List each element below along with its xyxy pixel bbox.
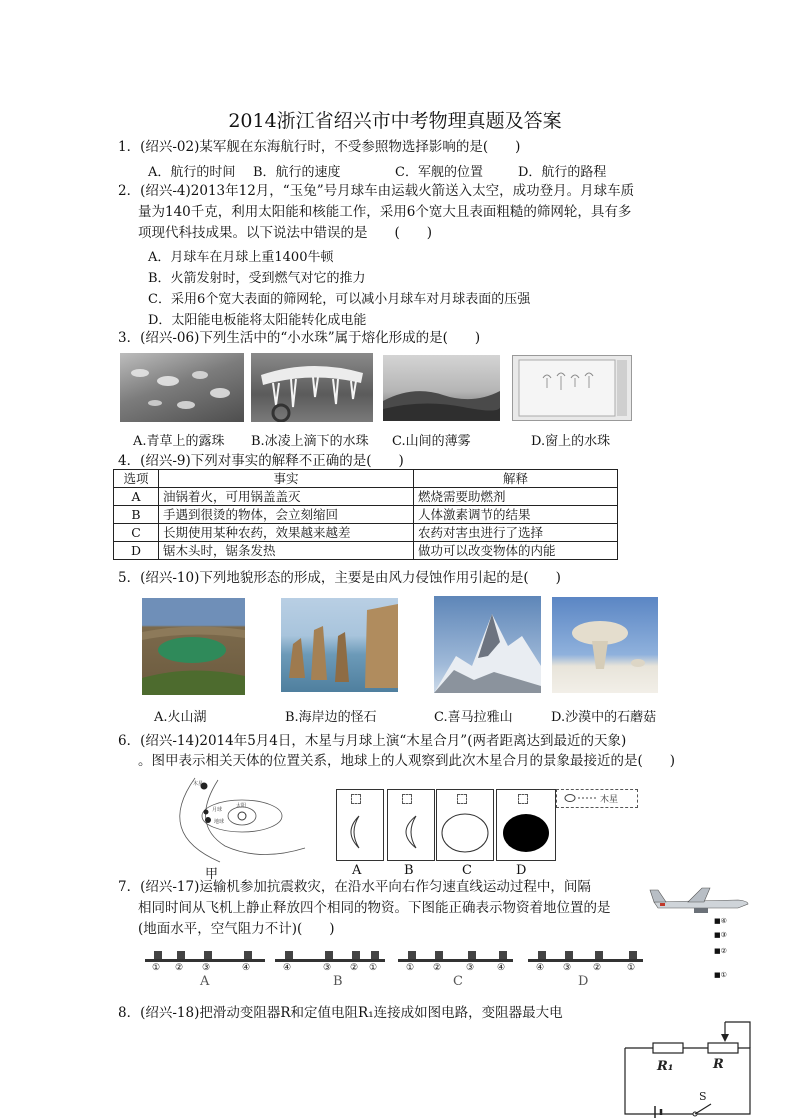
q7-d-mark: ④ <box>536 963 545 973</box>
q7-choice-a-label: A <box>200 974 210 989</box>
q6-stem-line-2: 。图甲表示相关天体的位置关系，地球上的人观察到此次木星合月的景象最接近的是( ) <box>138 753 676 769</box>
table-row <box>114 524 618 542</box>
dewdrops-photo <box>120 353 244 422</box>
table-header-row <box>114 470 618 488</box>
q6-choice-a-label: A <box>352 863 362 878</box>
q6-choice-a-jupiter <box>351 794 361 804</box>
earth-label: 地球 <box>214 819 225 825</box>
table-row <box>114 488 618 506</box>
row-explanation: 燃烧需要助燃剂 <box>414 488 618 506</box>
q2-option-d: D．太阳能电板能将太阳能转化成电能 <box>148 313 367 328</box>
q7-c-mark: ③ <box>466 963 475 973</box>
q7-choice-d-label: D <box>578 974 589 989</box>
circuit-diagram <box>615 1018 765 1118</box>
switch-label: S <box>699 1090 707 1103</box>
row-option: D <box>114 542 159 560</box>
q2-stem-line-3: 项现代科技成果。以下说法中错误的是 ( ) <box>138 225 433 241</box>
q7-panel-a <box>145 946 265 976</box>
q5-caption-d: D.沙漠中的石蘑菇 <box>551 710 657 725</box>
moon-label: 月球 <box>212 807 223 813</box>
sun-circle <box>238 812 246 820</box>
page-title: 2014浙江省绍兴市中考物理真题及答案 <box>228 110 562 132</box>
icicle-photo <box>251 353 373 422</box>
resistor-r1 <box>653 1043 683 1053</box>
himalaya-photo <box>434 596 541 693</box>
slider-arrow <box>721 1034 729 1042</box>
q5-caption-b: B.海岸边的怪石 <box>285 710 377 725</box>
rheostat-r <box>708 1043 738 1053</box>
row-fact: 锯木头时，锯条发热 <box>159 542 414 560</box>
q5-caption-a: A.火山湖 <box>154 710 207 725</box>
drop-mark: ■② <box>714 947 727 955</box>
window-droplets-photo <box>512 355 632 421</box>
q6-choice-b-label: B <box>404 863 414 878</box>
q7-choice-c-label: C <box>453 974 463 989</box>
row-option: B <box>114 506 159 524</box>
q7-d-mark: ① <box>627 963 636 973</box>
q7-stem-line-2: 相同时间从飞机上静止释放四个相同的物资。下图能正确表示物资着地位置的是 <box>138 900 611 916</box>
q7-panel-b <box>275 946 385 976</box>
row-explanation: 农药对害虫进行了选择 <box>414 524 618 542</box>
r1-label: R₁ <box>657 1059 674 1074</box>
switch-lever <box>695 1104 711 1114</box>
header-fact: 事实 <box>159 470 414 488</box>
q5-caption-c: C.喜马拉雅山 <box>434 710 513 725</box>
q7-choice-b-label: B <box>333 974 343 989</box>
q6-choice-b-jupiter <box>402 794 412 804</box>
table-row <box>114 506 618 524</box>
mushroom-rock-photo <box>552 597 658 693</box>
q7-d-mark: ② <box>593 963 602 973</box>
q1-option-d: D．航行的路程 <box>518 165 607 180</box>
q7-a-mark: ③ <box>202 963 211 973</box>
q1-stem: 1．(绍兴-02)某军舰在东海航行时，不受参照物选择影响的是( ) <box>118 139 521 155</box>
q5-stem: 5．(绍兴-10)下列地貌形态的形成，主要是由风力侵蚀作用引起的是( ) <box>118 570 561 586</box>
q6-choice-c-label: C <box>462 863 472 878</box>
earth-dot <box>205 817 211 823</box>
q1-option-b: B．航行的速度 <box>253 165 341 180</box>
q4-table <box>113 469 618 560</box>
drop-mark: ■④ <box>714 917 727 925</box>
q6-jupiter-legend <box>560 790 636 806</box>
q3-caption-c: C.山间的薄雾 <box>392 434 471 449</box>
q7-a-mark: ④ <box>242 963 251 973</box>
q7-a-mark: ① <box>152 963 161 973</box>
q8-stem: 8．(绍兴-18)把滑动变阻器R和定值电阻R₁连接成如图电路，变阻器最大电 <box>118 1005 563 1021</box>
volcanic-lake-photo <box>142 598 245 695</box>
orbit-diagram <box>170 774 330 866</box>
drop-mark: ■③ <box>714 931 727 939</box>
row-fact: 长期使用某种农药，效果越来越差 <box>159 524 414 542</box>
q6-choice-d-jupiter <box>518 794 528 804</box>
q1-option-c: C．军舰的位置 <box>395 165 483 180</box>
jupiter-label: 木星 <box>193 781 204 787</box>
q3-caption-b: B.冰凌上滴下的水珠 <box>251 434 369 449</box>
transport-plane-icon <box>648 882 752 916</box>
q7-b-mark: ② <box>350 963 359 973</box>
q1-option-a: A．航行的时间 <box>148 165 236 180</box>
r-label: R <box>713 1057 724 1072</box>
q2-stem-line-2: 量为140千克，利用太阳能和核能工作，采用6个宽大且表面粗糙的筛网轮，具有多 <box>138 204 632 220</box>
q2-option-a: A．月球车在月球上重1400牛顿 <box>148 250 334 265</box>
q7-d-mark: ③ <box>563 963 572 973</box>
row-explanation: 做功可以改变物体的内能 <box>414 542 618 560</box>
row-fact: 手遇到很烫的物体，会立刻缩回 <box>159 506 414 524</box>
q7-c-mark: ② <box>433 963 442 973</box>
q6-figure-label: 甲 <box>205 867 219 882</box>
drop-markers <box>714 917 727 979</box>
header-option: 选项 <box>114 470 159 488</box>
q2-stem-line-1: 2．(绍兴-4)2013年12月，“玉兔”号月球车由运载火箭送入太空，成功登月。月球车质 <box>118 183 635 199</box>
row-option: A <box>114 488 159 506</box>
coastal-rocks-photo <box>281 598 398 692</box>
q7-c-mark: ④ <box>497 963 506 973</box>
q4-stem: 4．(绍兴-9)下列对事实的解释不正确的是( ) <box>118 453 404 469</box>
q6-jupiter-label: 木星 <box>600 795 619 805</box>
table-row <box>114 542 618 560</box>
mist-photo <box>383 355 500 421</box>
q6-stem-line-1: 6．(绍兴-14)2014年5月4日，木星与月球上演“木星合月”(两者距离达到最近的天象) <box>118 733 627 749</box>
q7-b-mark: ① <box>369 963 378 973</box>
q7-a-mark: ② <box>175 963 184 973</box>
q3-stem: 3．(绍兴-06)下列生活中的“小水珠”属于熔化形成的是( ) <box>118 330 481 346</box>
q2-option-b: B．火箭发射时，受到燃气对它的推力 <box>148 271 366 286</box>
drop-mark: ■① <box>714 971 727 979</box>
q7-stem-line-1: 7．(绍兴-17)运输机参加抗震救灾，在沿水平向右作匀速直线运动过程中，间隔 <box>118 879 591 895</box>
header-explanation: 解释 <box>414 470 618 488</box>
q6-choice-c-jupiter <box>457 794 467 804</box>
q7-c-mark: ① <box>406 963 415 973</box>
moon-dot <box>204 810 209 815</box>
q7-panel-c <box>398 946 513 976</box>
q7-stem-line-3: (地面水平，空气阻力不计)( ) <box>138 921 335 937</box>
q2-option-c: C．采用6个宽大表面的筛网轮，可以减小月球车对月球表面的压强 <box>148 292 531 307</box>
q3-caption-a: A.青草上的露珠 <box>133 434 225 449</box>
row-option: C <box>114 524 159 542</box>
row-explanation: 人体激素调节的结果 <box>414 506 618 524</box>
q7-b-mark: ④ <box>283 963 292 973</box>
q7-b-mark: ③ <box>323 963 332 973</box>
row-fact: 油锅着火，可用锅盖盖灭 <box>159 488 414 506</box>
q3-caption-d: D.窗上的水珠 <box>531 434 611 449</box>
q6-choice-d-label: D <box>516 863 527 878</box>
q7-panel-d <box>528 946 643 976</box>
sun-label: 太阳 <box>236 803 247 809</box>
